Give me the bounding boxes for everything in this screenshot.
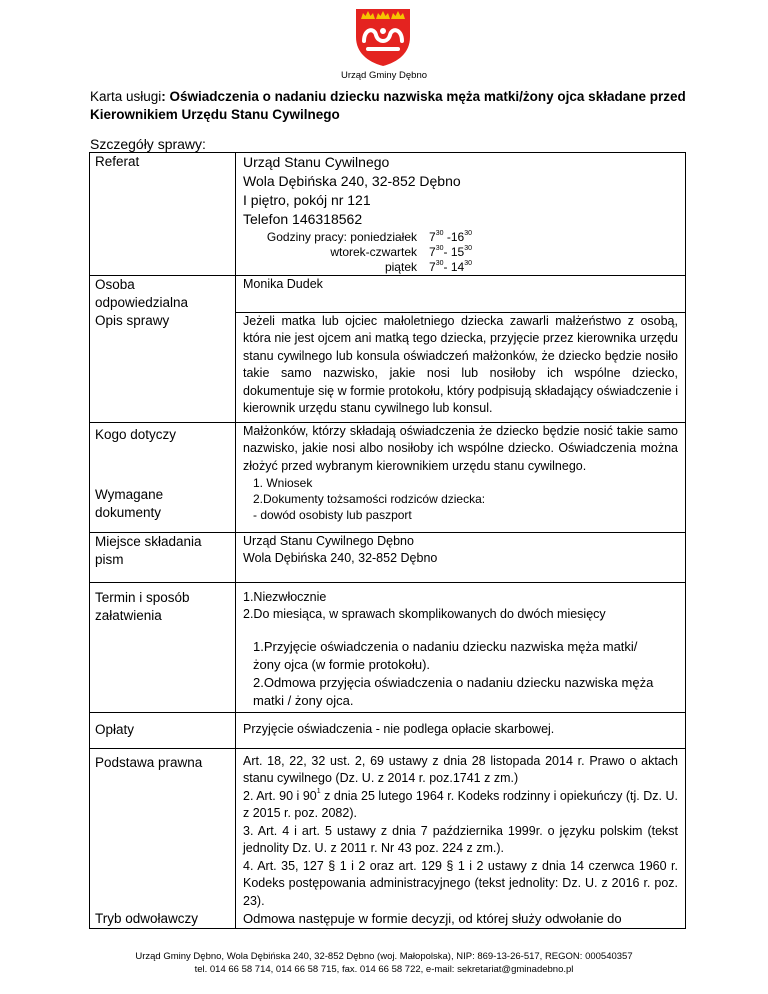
label-oplaty: Opłaty bbox=[90, 712, 236, 748]
page-title: Karta usługi: Oświadczenia o nadaniu dziecku nazwiska męża matki/żony ojca składane przed Kierownikiem Urzędu Stanu Cywilnego bbox=[90, 89, 686, 122]
label-miejsce: Miejsce składania pism bbox=[90, 532, 236, 582]
podstawa-value: Art. 18, 22, 32 ust. 2, 69 ustawy z dnia 28 listopada 2014 r. Prawo o aktach stanu cywilnego (Dz. U. z 2014 r. poz.1741 z zm.) 2. Art. 90 i $90^1$ z dnia 25 lutego 1964 r. Kodeks rodzinny i opiekuńczy (tj. Dz. U. z 2015 r. poz. 2082). 3. Art. 4 i art. 5 ustawy z dnia 7 października 1999r. o języku polskim (tekst jednolity Dz. U. z 2011 r. Nr 43 poz. 224 z zm.). 4. Art. 35, 127 § 1 i 2 oraz art. 129 § 1 i 2 ustawy z dnia 14 czerwca 1960 r. Kodeks postępowania administracyjnego (tekst jednolity: Dz. U. z 2016 r. poz. 23). Odmowa następuje w formie decyzji, od której służy odwołanie do bbox=[236, 748, 686, 928]
footer-address: Urząd Gminy Dębno, Wola Dębińska 240, 32-852 Dębno (woj. Małopolska), NIP: 869-13-26-517, REGON: 000540357 bbox=[135, 951, 633, 962]
miejsce-value: Urząd Stanu Cywilnego Dębno Wola Dębińska 240, 32-852 Dębno bbox=[236, 532, 686, 582]
label-osoba: Osoba odpowiedzialna bbox=[90, 276, 236, 313]
label-kogo-wymagane bbox=[90, 422, 236, 532]
label-podstawa: Podstawa prawna bbox=[95, 754, 203, 770]
row-osoba bbox=[90, 276, 686, 313]
row-oplaty bbox=[90, 712, 686, 748]
label-kogo: Kogo dotyczy bbox=[95, 426, 177, 442]
osoba-value: Monika Dudek bbox=[236, 276, 686, 313]
row-kogo-wymagane bbox=[90, 422, 686, 532]
details-heading: Szczegóły sprawy: bbox=[90, 136, 206, 152]
referat-value: Urząd Stanu Cywilnego Wola Dębińska 240, 32-852 Dębno I piętro, pokój nr 121 Telefon 146318562 Godziny pracy: poniedziałek $7^{30}$ $-16^{30}$ wtorek-czwartek $7^{30}-$ $15^{30}$ piątek $7^{30}-$ $14^{30}$ bbox=[236, 153, 686, 276]
row-termin bbox=[90, 582, 686, 712]
termin-value: 1.Niezwłocznie 2.Do miesiąca, w sprawach skomplikowanych do dwóch miesięcy 1.Przyjęcie oświadczenia o nadaniu dziecku nazwiska męża matki/ żony ojca (w formie protokołu). 2.Odmowa przyjęcia oświadczenia o nadaniu dziecku nazwiska męża matki / żony ojca. bbox=[236, 582, 686, 712]
label-termin: Termin i sposób załatwienia bbox=[90, 582, 236, 712]
office-name: Urząd Gminy Dębno bbox=[340, 70, 428, 81]
label-podstawa-tryb bbox=[90, 748, 236, 928]
kogo-wymagane-value: Małżonków, którzy składają oświadczenia że dziecko będzie nosić takie samo nazwisko, jakie nosi albo nosiłoby ich wspólne dziecko. Oświadczenia można złożyć przed wybranym kierownikiem urzędu stanu cywilnego. 1. Wniosek 2.Dokumenty tożsamości rodziców dziecka: - dowód osobisty lub paszport bbox=[236, 422, 686, 532]
row-referat bbox=[90, 153, 686, 276]
label-tryb: Tryb odwoławczy bbox=[95, 910, 199, 926]
row-opis bbox=[90, 312, 686, 422]
working-hours: Godziny pracy: poniedziałek $7^{30}$ $-16^{30}$ wtorek-czwartek $7^{30}-$ $15^{30}$ piątek $7^{30}-$ $14^{30}$ bbox=[266, 230, 472, 274]
footer-contact: tel. 014 66 58 714, 014 66 58 715, fax. 014 66 58 722, e-mail: sekretariat@gminadebno.pl bbox=[194, 964, 574, 975]
coat-of-arms-logo bbox=[352, 5, 414, 67]
label-opis: Opis sprawy bbox=[90, 312, 236, 422]
opis-value: Jeżeli matka lub ojciec małoletniego dziecka zawarli małżeństwo z osobą, która nie jest ojcem ani matką tego dziecka, przyjęcie przez kierownika urzędu stanu cywilnego lub konsula oświadczeń małżonków, że dziecko będzie nosiło takie samo nazwisko, jakie nosi lub nosiłoby ich wspólne dziecko, dokumentuje się w formie protokołu, który podpisują składający oświadczenie i kierownik urzędu stanu cywilnego lub konsul. bbox=[236, 312, 686, 422]
termin-results: 1.Przyjęcie oświadczenia o nadaniu dziecku nazwiska męża matki/ żony ojca (w formie protokołu). 2.Odmowa przyjęcia oświadczenia o nadaniu dziecku nazwiska męża matki / żony ojca. bbox=[253, 638, 654, 708]
label-wymagane: Wymagane dokumenty bbox=[95, 486, 164, 520]
row-podstawa-tryb bbox=[90, 748, 686, 928]
footer bbox=[0, 950, 768, 976]
label-referat: Referat bbox=[90, 153, 236, 276]
tryb-value: Odmowa następuje w formie decyzji, od której służy odwołanie do bbox=[243, 911, 622, 926]
row-miejsce bbox=[90, 532, 686, 582]
oplaty-value: Przyjęcie oświadczenia - nie podlega opłacie skarbowej. bbox=[236, 712, 686, 748]
service-details-table bbox=[89, 152, 686, 929]
